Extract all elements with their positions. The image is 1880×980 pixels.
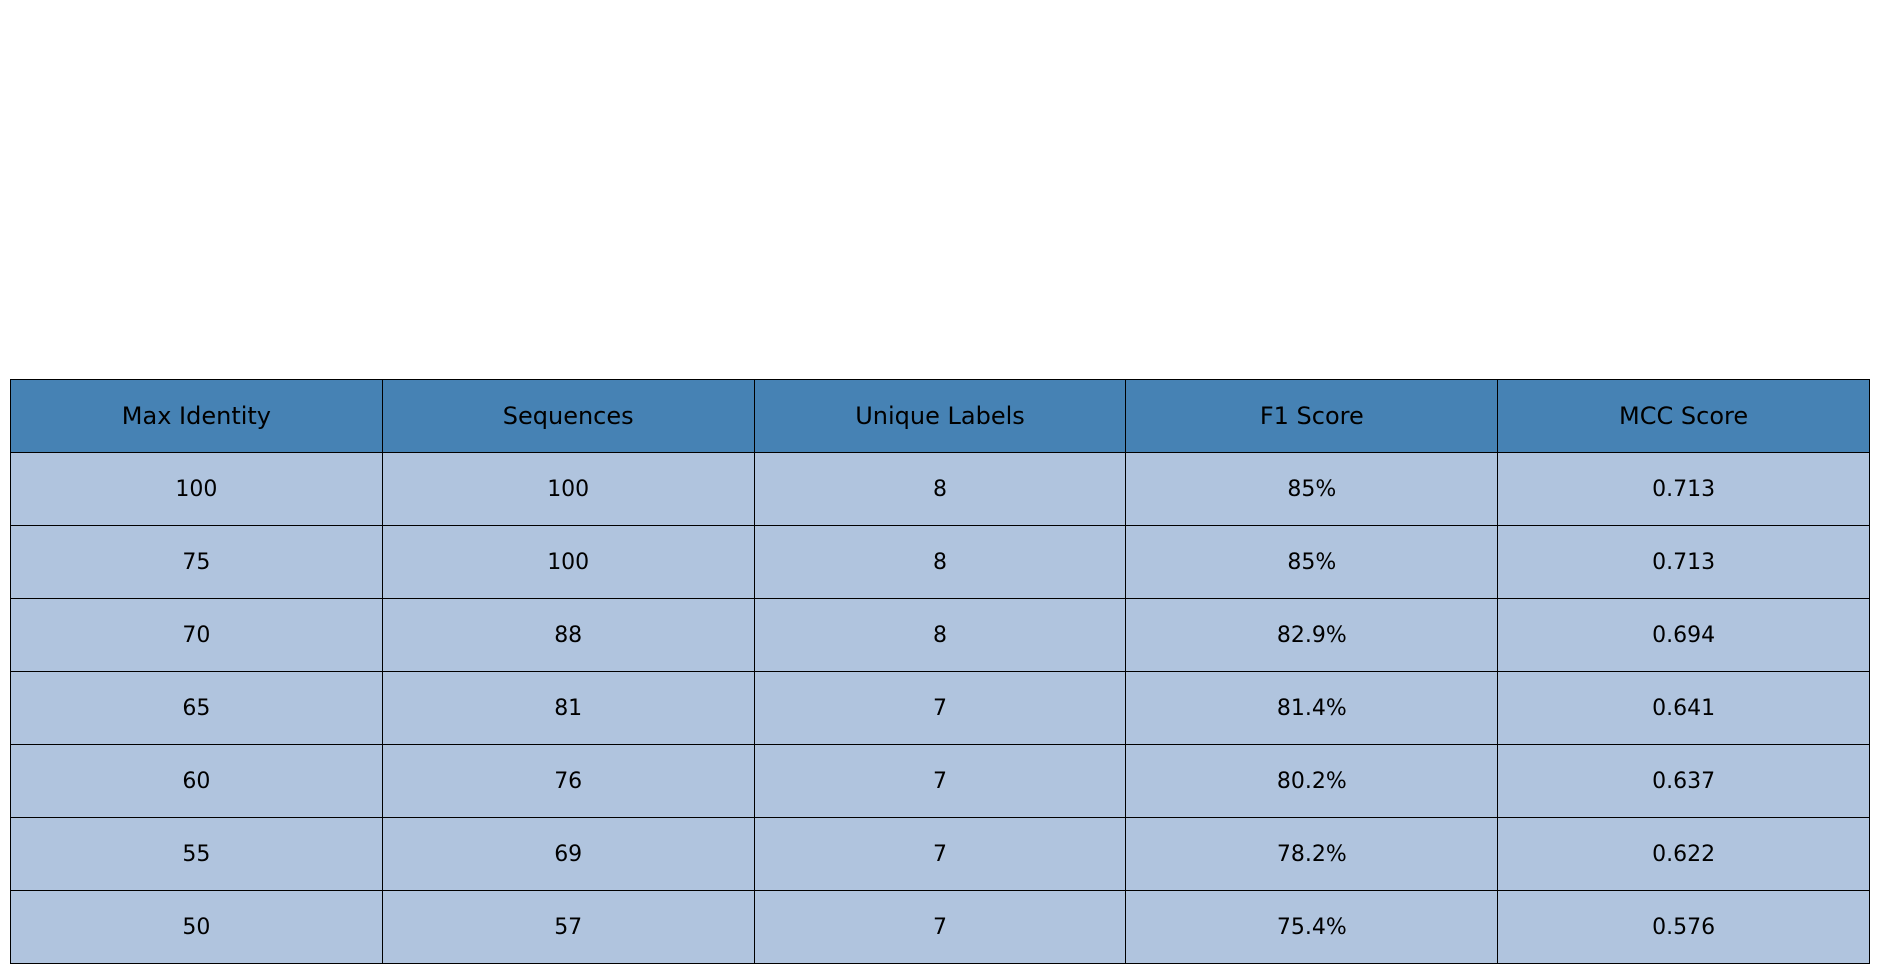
results-table: [10, 379, 1870, 964]
column-header: MCC Score: [1498, 380, 1870, 453]
table-cell: 80.2%: [1126, 745, 1498, 818]
table-cell: 76: [382, 745, 754, 818]
table-row: [11, 672, 1870, 745]
table-row: [11, 891, 1870, 964]
table-cell: 60: [11, 745, 383, 818]
table-row: [11, 745, 1870, 818]
table-cell: 7: [754, 672, 1126, 745]
table-cell: 85%: [1126, 453, 1498, 526]
table-cell: 100: [382, 526, 754, 599]
table-cell: 78.2%: [1126, 818, 1498, 891]
table-cell: 0.713: [1498, 526, 1870, 599]
table-cell: 7: [754, 891, 1126, 964]
column-header: Max Identity: [11, 380, 383, 453]
table-cell: 100: [11, 453, 383, 526]
table-cell: 0.622: [1498, 818, 1870, 891]
table-cell: 50: [11, 891, 383, 964]
table-cell: 8: [754, 526, 1126, 599]
table-cell: 69: [382, 818, 754, 891]
table-cell: 57: [382, 891, 754, 964]
table-cell: 8: [754, 453, 1126, 526]
table-row: [11, 453, 1870, 526]
header-row: [11, 380, 1870, 453]
table-cell: 7: [754, 818, 1126, 891]
table-cell: 70: [11, 599, 383, 672]
table-row: [11, 526, 1870, 599]
table-cell: 0.641: [1498, 672, 1870, 745]
table-row: [11, 599, 1870, 672]
table-row: [11, 818, 1870, 891]
table-cell: 81.4%: [1126, 672, 1498, 745]
table-cell: 8: [754, 599, 1126, 672]
column-header: F1 Score: [1126, 380, 1498, 453]
column-header: Unique Labels: [754, 380, 1126, 453]
table-cell: 7: [754, 745, 1126, 818]
table-cell: 88: [382, 599, 754, 672]
table-cell: 65: [11, 672, 383, 745]
column-header: Sequences: [382, 380, 754, 453]
table-cell: 100: [382, 453, 754, 526]
table-cell: 85%: [1126, 526, 1498, 599]
table-body: [11, 453, 1870, 964]
table-cell: 75.4%: [1126, 891, 1498, 964]
table-cell: 0.713: [1498, 453, 1870, 526]
table-cell: 75: [11, 526, 383, 599]
table-header: [11, 380, 1870, 453]
table-cell: 55: [11, 818, 383, 891]
table-cell: 82.9%: [1126, 599, 1498, 672]
table-cell: 0.576: [1498, 891, 1870, 964]
table-cell: 0.694: [1498, 599, 1870, 672]
table-cell: 0.637: [1498, 745, 1870, 818]
table-cell: 81: [382, 672, 754, 745]
